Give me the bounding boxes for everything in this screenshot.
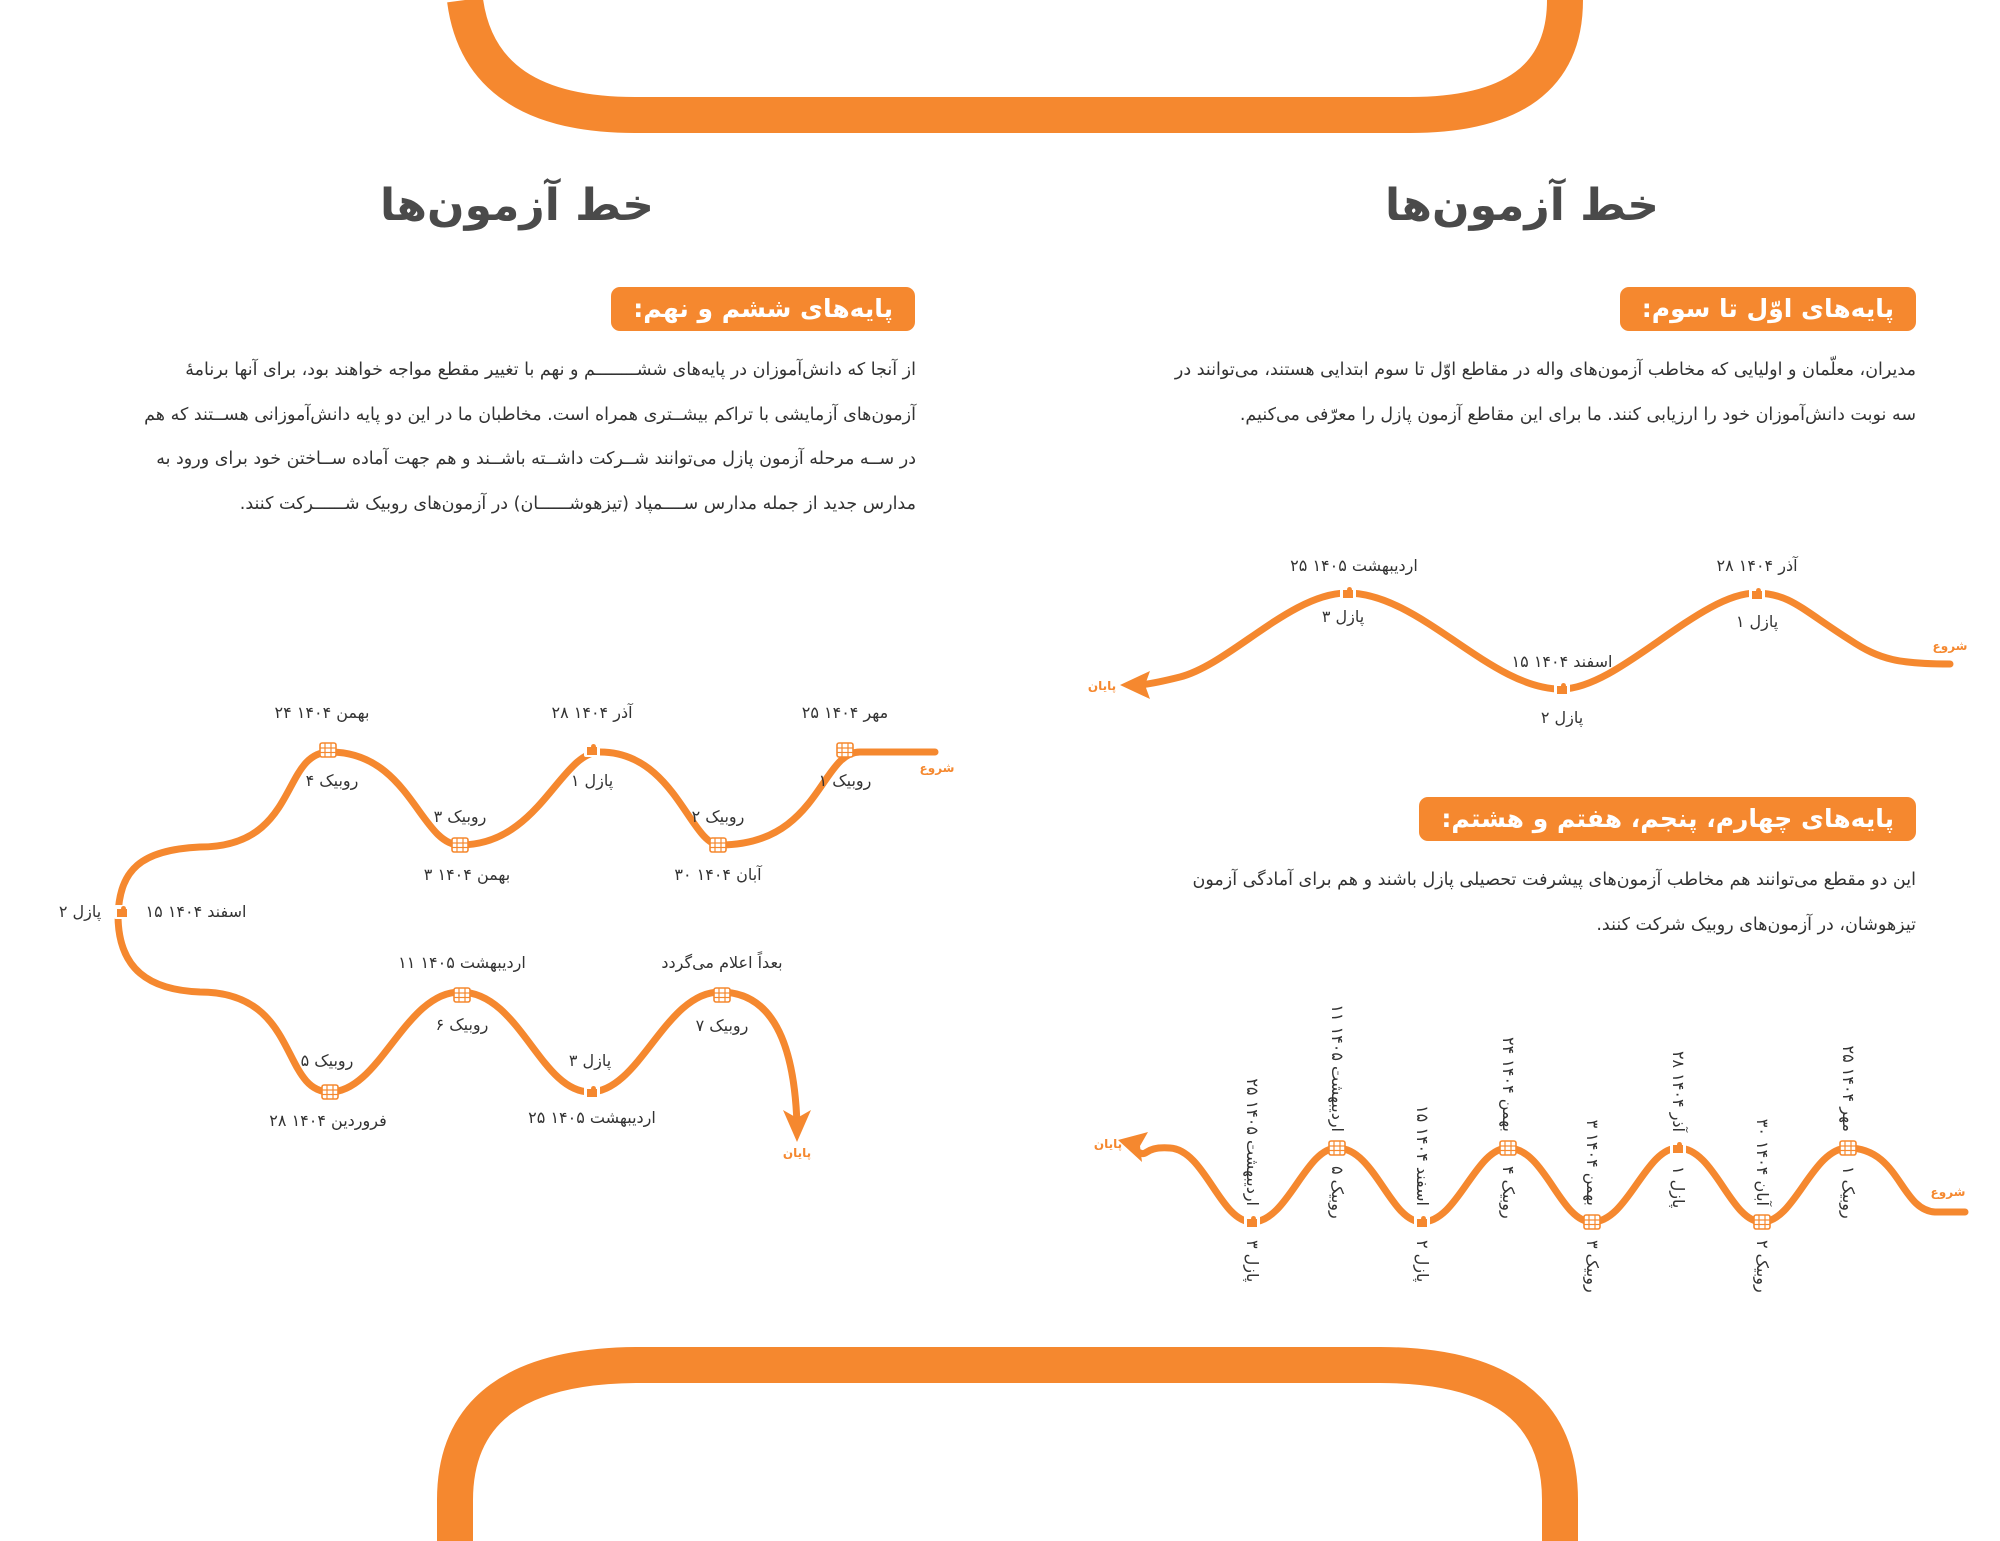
arrow-head bbox=[1118, 1132, 1148, 1162]
paragraph-line: در ســه مرحله آزمون پازل می‌توانند شــرکت داشــته باشــند و هم جهت آماده ســاختن خود برای ورود به bbox=[156, 449, 916, 469]
event-date: ۲۵ مهر ۱۴۰۴ bbox=[801, 703, 889, 722]
puzzle-icon bbox=[1670, 1141, 1686, 1155]
event-exam: پازل ۲ bbox=[58, 902, 102, 921]
timeline-grades-1-3 bbox=[1088, 556, 1968, 728]
puzzle-icon bbox=[1414, 1215, 1430, 1229]
timeline-path bbox=[1140, 593, 1950, 689]
section-heading-grades-6-9: پایه‌های ششم و نهم: bbox=[611, 287, 915, 331]
event-exam: روبیک ۳ bbox=[1583, 1240, 1602, 1293]
rubik-icon bbox=[322, 1085, 338, 1099]
event-date: ۲۸ آذر ۱۴۰۴ bbox=[551, 703, 633, 722]
section-heading-grades-1-3: پایه‌های اوّل تا سوم: bbox=[1620, 287, 1916, 331]
rubik-icon bbox=[454, 988, 470, 1002]
rubik-icon bbox=[714, 988, 730, 1002]
event-date: ۲۵ اردیبهشت ۱۴۰۵ bbox=[528, 1108, 656, 1127]
puzzle-icon bbox=[1749, 587, 1765, 601]
event-exam: پازل ۲ bbox=[1540, 708, 1584, 727]
event-date: ۲۸ آذر ۱۴۰۴ bbox=[1669, 1050, 1688, 1132]
event-date: ۳ بهمن ۱۴۰۴ bbox=[1583, 1119, 1602, 1206]
rubik-icon bbox=[1754, 1215, 1770, 1229]
event-exam: پازل ۲ bbox=[1413, 1240, 1432, 1283]
event-date: ۳۰ آبان ۱۴۰۴ bbox=[1753, 1118, 1772, 1206]
rubik-icon bbox=[452, 838, 468, 852]
paragraph-line: مدیران، معلّمان و اولیایی که مخاطب آزمون‌های واله در مقاطع اوّل تا سوم ابتدایی هستند، می‌توانند در bbox=[1174, 360, 1916, 380]
rubik-icon bbox=[1500, 1141, 1516, 1155]
puzzle-icon bbox=[1340, 586, 1356, 600]
event-date: ۳۰ آبان ۱۴۰۴ bbox=[674, 865, 762, 884]
event-date: ۱۱ اردیبهشت ۱۴۰۵ bbox=[1328, 1004, 1347, 1132]
event-exam: روبیک ۷ bbox=[695, 1016, 749, 1035]
event-exam: روبیک ۴ bbox=[1499, 1166, 1518, 1219]
paragraph-line: تیزهوشان، در آزمون‌های روبیک شرکت کنند. bbox=[1596, 914, 1916, 935]
event-date: ۱۱ اردیبهشت ۱۴۰۵ bbox=[398, 953, 526, 972]
paragraph-line: از آنجا که دانش‌آموزان در پایه‌های ششــــــــم و نهم با تغییر مقطع مواجه خواهند بود، برای آنها برنامهٔ bbox=[185, 360, 916, 380]
event-exam: روبیک ۱ bbox=[1839, 1166, 1858, 1219]
rubik-icon bbox=[710, 838, 726, 852]
event-exam: روبیک ۲ bbox=[1753, 1240, 1772, 1293]
timeline-start-label: شروع bbox=[919, 761, 955, 775]
timeline-grades-4-5-7-8 bbox=[1094, 1004, 1966, 1292]
event-date: ۱۵ اسفند ۱۴۰۴ bbox=[1511, 652, 1613, 671]
paragraph-line: مدارس جدید از جمله مدارس ســــمپاد (تیزهوشــــــان) در آزمون‌های روبیک شــــــرکت کنند. bbox=[239, 493, 916, 514]
event-exam: روبیک ۶ bbox=[435, 1015, 489, 1034]
event-exam: روبیک ۴ bbox=[305, 771, 359, 790]
section-heading-grades-4-5-7-8: پایه‌های چهارم، پنجم، هفتم و هشتم: bbox=[1419, 797, 1916, 841]
event-exam: پازل ۱ bbox=[570, 771, 614, 790]
rubik-icon bbox=[837, 743, 853, 757]
event-date: ۲۵ اردیبهشت ۱۴۰۵ bbox=[1243, 1078, 1262, 1206]
paragraph-line: آزمون‌های آزمایشی با تراکم بیشــتری همراه است. مخاطبان ما در این دو پایه دانش‌آموزانی هســتند که هم bbox=[144, 404, 916, 425]
timeline-path bbox=[118, 752, 935, 1125]
event-exam: پازل ۱ bbox=[1669, 1166, 1688, 1209]
event-date: ۲۴ بهمن ۱۴۰۴ bbox=[1499, 1037, 1518, 1132]
event-date: ۲۸ آذر ۱۴۰۴ bbox=[1716, 556, 1798, 575]
left-page-title: خط آزمون‌ها bbox=[380, 180, 654, 231]
event-exam: روبیک ۳ bbox=[433, 807, 487, 826]
event-date: ۲۴ بهمن ۱۴۰۴ bbox=[274, 703, 370, 722]
event-date: بعداً اعلام می‌گردد bbox=[661, 953, 783, 972]
event-exam: روبیک ۵ bbox=[1328, 1166, 1347, 1219]
timeline-start-label: شروع bbox=[1932, 639, 1968, 653]
puzzle-icon bbox=[1244, 1215, 1260, 1229]
rubik-icon bbox=[1840, 1141, 1856, 1155]
timeline-end-label: پایان bbox=[1093, 1137, 1123, 1151]
event-date: ۱۵ اسفند ۱۴۰۴ bbox=[145, 902, 247, 921]
timeline-grades-6-9 bbox=[59, 703, 955, 1160]
event-exam: روبیک ۲ bbox=[691, 807, 745, 826]
rubik-icon bbox=[1584, 1215, 1600, 1229]
puzzle-icon bbox=[584, 1085, 600, 1099]
event-exam: روبیک ۱ bbox=[818, 771, 872, 790]
puzzle-icon bbox=[1554, 682, 1570, 696]
event-date: ۱۵ اسفند ۱۴۰۴ bbox=[1413, 1105, 1432, 1206]
timeline-end-label: پایان bbox=[1087, 679, 1117, 693]
timeline-end-label: پایان bbox=[782, 1146, 812, 1160]
puzzle-icon bbox=[584, 743, 600, 757]
right-page-title: خط آزمون‌ها bbox=[1385, 180, 1659, 231]
event-exam: پازل ۱ bbox=[1735, 612, 1779, 631]
rubik-icon bbox=[1329, 1141, 1345, 1155]
event-date: ۲۸ فروردین ۱۴۰۴ bbox=[269, 1111, 387, 1130]
event-exam: پازل ۳ bbox=[1243, 1240, 1262, 1283]
event-date: ۳ بهمن ۱۴۰۴ bbox=[423, 865, 511, 884]
rubik-icon bbox=[320, 743, 336, 757]
event-date: ۲۵ مهر ۱۴۰۴ bbox=[1839, 1045, 1858, 1132]
event-exam: روبیک ۵ bbox=[300, 1051, 354, 1070]
paragraph-line: سه نوبت دانش‌آموزان خود را ارزیابی کنند. ما برای این مقاطع آزمون پازل را معرّفی می‌کنیم. bbox=[1239, 404, 1916, 425]
paragraph-line: این دو مقطع می‌توانند هم مخاطب آزمون‌های پیشرفت تحصیلی پازل باشند و هم برای آمادگی آزمون bbox=[1192, 870, 1916, 890]
event-exam: پازل ۳ bbox=[1321, 607, 1365, 626]
event-date: ۲۵ اردیبهشت ۱۴۰۵ bbox=[1290, 556, 1418, 575]
puzzle-icon bbox=[114, 905, 130, 919]
event-exam: پازل ۳ bbox=[568, 1051, 612, 1070]
timeline-start-label: شروع bbox=[1930, 1185, 1966, 1199]
